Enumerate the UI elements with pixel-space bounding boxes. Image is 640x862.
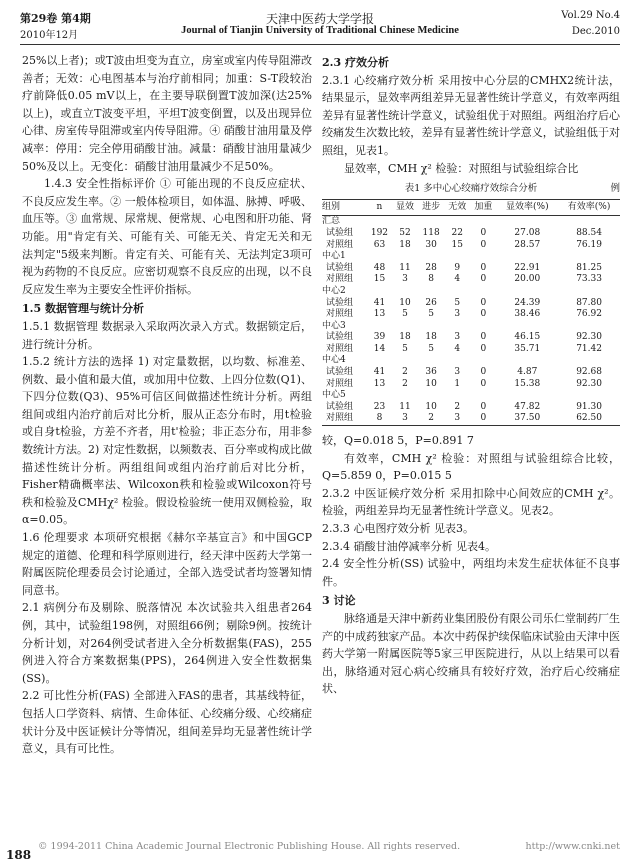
paragraph-comparability: 2.2 可比性分析(FAS) 全部进入FAS的患者，其基线特征，包括人口学资料、病情、生命体征、心绞痛分级、心绞痛症状计分及中医证候计分等情况，组间差异均无显著性统计学意义，具有可比性。 xyxy=(22,689,312,756)
paragraph-safety-analysis: 2.4 安全性分析(SS) 试验中，两组均未发生症状体征不良事件。 xyxy=(322,557,620,588)
table-cell: 36 xyxy=(425,367,437,378)
table-row xyxy=(322,367,620,379)
table-cell: 63 xyxy=(373,239,386,250)
table-cell: 4 xyxy=(454,343,461,354)
table-cell: 62.50 xyxy=(558,413,620,425)
table-cell: 18 xyxy=(425,332,437,343)
journal-title-en: Journal of Tianjin University of Traditional Chinese Medicine xyxy=(181,25,459,36)
table-cell: 5 xyxy=(428,343,434,354)
table-cell: 5 xyxy=(402,343,408,354)
table-cell: 0 xyxy=(480,239,487,250)
table-row xyxy=(322,309,620,321)
table-row xyxy=(322,274,620,286)
table-cell: 4.87 xyxy=(517,367,538,378)
table-cell: 2 xyxy=(454,401,461,412)
table-cell: 3 xyxy=(454,309,461,320)
table-cell: 47.82 xyxy=(514,401,541,412)
journal-title-cn: 天津中医药大学学报 xyxy=(265,12,374,26)
table-group-label: 中心3 xyxy=(322,320,346,331)
table-cell: 76.19 xyxy=(576,239,602,250)
paragraph-tcm-efficacy: 2.3.2 中医证候疗效分析 采用扣除中心间效应的CMH χ²。检验，两组差异均无显著性统计学意义。见表2。 xyxy=(322,486,620,518)
table-cell: 35.71 xyxy=(514,343,541,354)
table-group-label: 中心4 xyxy=(322,355,346,366)
table-header-cell: 加重 xyxy=(470,199,496,216)
right-column xyxy=(322,52,620,698)
table-cell: 5 xyxy=(402,309,408,320)
paragraph-ethics: 1.6 伦理要求 本项研究根据《赫尔辛基宣言》和中国GCP规定的道德、伦理和科学原则进行，经天津中医药大学第一附属医院伦理委员会讨论通过，全部入选受试者均签署知情同意书。 xyxy=(22,531,312,597)
table-cell: 22 xyxy=(451,227,463,238)
paragraph-criteria: 25%以上者)；或T波由坦变为直立，房室或室内传导阻滞改善者；无效：心电图基本与治疗前相同；加重：S-T段较治疗前降低0.05 mV以上，在主要导联倒置T波加深(达25%以上)，或直立T波变平坦，平坦T波变倒置，以及出现异位心律、房室传导阻滞或室内传导阻滞。④ 硝酸甘油用量及停减率：停用：完全停用硝酸甘油。减量：硝酸甘油用量减少50%及以上。无变化：硝酸甘油用量减少不足50%。 xyxy=(22,54,312,173)
table-cell: 对照组 xyxy=(326,239,354,250)
paragraph-ecg: 2.3.3 心电图疗效分析 见表3。 xyxy=(322,522,474,535)
table-group-label: 中心5 xyxy=(322,390,346,401)
table-cell: 9 xyxy=(454,262,461,273)
table-cell: 0 xyxy=(480,262,487,273)
table-cell: 38.46 xyxy=(514,309,541,320)
table-cell: 15 xyxy=(373,274,386,285)
table-group-row xyxy=(322,321,620,333)
table-cell: 71.42 xyxy=(576,343,602,354)
table-row xyxy=(322,298,620,310)
date-cn: 2010年12月 xyxy=(20,30,79,41)
table-group-row xyxy=(322,216,620,228)
table-header-cell: n xyxy=(367,199,392,216)
page-header xyxy=(20,8,620,44)
table-header-cell: 有效率(%) xyxy=(558,199,620,216)
header-rule xyxy=(20,44,620,45)
table-cell: 0 xyxy=(480,227,487,238)
table-cell: 20.00 xyxy=(514,274,541,285)
table-cell: 91.30 xyxy=(576,401,602,412)
table-cell: 48 xyxy=(373,262,386,273)
table-cell: 8 xyxy=(367,413,392,425)
table-cell: 试验组 xyxy=(326,367,354,378)
table-cell: 2 xyxy=(418,413,444,425)
table-cell: 试验组 xyxy=(326,227,354,238)
paragraph-data-mgmt: 1.5.1 数据管理 数据录入采取两次录入方式。数据锁定后，进行统计分析。 xyxy=(22,319,312,351)
table-cell: 52 xyxy=(399,227,411,238)
table-cell: 24.39 xyxy=(514,297,541,308)
table-group-row xyxy=(322,286,620,298)
table-cell: 15 xyxy=(451,239,463,250)
table-cell: 46.15 xyxy=(514,332,541,343)
table-cell: 对照组 xyxy=(326,274,354,285)
table-title-text: 表1 多中心心绞痛疗效综合分析 xyxy=(404,183,538,195)
table-cell: 13 xyxy=(373,378,386,389)
table-header-cell: 显效率(%) xyxy=(496,199,558,216)
table-cell: 192 xyxy=(370,227,389,238)
table-header-cell: 进步 xyxy=(418,199,444,216)
table-cell: 118 xyxy=(422,227,440,238)
table-group-row xyxy=(322,355,620,367)
volume-issue-cn: 第29卷 第4期 xyxy=(20,12,91,25)
table-row xyxy=(322,240,620,252)
table-cell: 73.33 xyxy=(576,274,602,285)
table-cell: 92.30 xyxy=(576,378,602,389)
table-header-cell: 显效 xyxy=(392,199,418,216)
table-title xyxy=(322,180,620,198)
table-row xyxy=(322,263,620,275)
table-cell: 92.30 xyxy=(576,332,602,343)
table-cell: 试验组 xyxy=(326,297,354,308)
footer-url[interactable]: http://www.cnki.net xyxy=(525,841,620,852)
table-cell: 87.80 xyxy=(576,297,602,308)
table-cell: 23 xyxy=(373,401,386,412)
table-cell: 18 xyxy=(399,239,411,250)
table-group-label: 汇总 xyxy=(322,216,341,227)
table-cell: 41 xyxy=(373,367,386,378)
table-cell: 26 xyxy=(425,297,437,308)
table-cell: 8 xyxy=(428,274,434,285)
table-cell: 14 xyxy=(373,343,386,354)
date-en: Dec.2010 xyxy=(571,26,620,37)
table-cell: 1 xyxy=(454,378,461,389)
table-row xyxy=(322,344,620,356)
table-cell: 22.91 xyxy=(514,262,541,273)
table-cell: 30 xyxy=(425,239,437,250)
table-cell: 88.54 xyxy=(576,227,602,238)
table-row xyxy=(322,379,620,391)
table-cell: 试验组 xyxy=(326,401,354,412)
table-row xyxy=(322,228,620,240)
table-cell: 2 xyxy=(402,378,408,389)
paragraph-stat-methods: 1.5.2 统计方法的选择 1) 对定量数据，以均数、标准差、例数、最小值和最大值，或加用中位数、上四分位数(Q1)、下四分位数(Q3)、95%可信区间做描述性统计分析。两组组间或组内治疗前后对比分析，服从正态分布时，用t检验或自身t检验，方差不齐者，用t'检验；非正态分布，用非参数统计方法。2) 对定性数据，以频数表、百分率或构成比做描述性统计分析。两组组间或组内治疗前后对比分析，Fisher精确概率法、Wilcoxon秩和检验或Wilcoxon符号秩和检验及CMHχ² 检验。假设检验统一使用双侧检验，取α=0.05。 xyxy=(22,355,312,527)
table-cell: 92.68 xyxy=(576,367,602,378)
table-cell: 0 xyxy=(480,378,487,389)
table-cell: 对照组 xyxy=(326,378,354,389)
table-cell: 对照组 xyxy=(326,309,354,320)
heading-2-3: 2.3 疗效分析 xyxy=(322,56,389,69)
paragraph-discussion: 脉络通是天津中新药业集团股份有限公司乐仁堂制药厂生产的中成药独家产品。本次中药保护续保临床试验由天津中医药大学第一附属医院等5家三甲医院进行，从以上结果可以看出，脉络通对冠心病心绞痛具有较好疗效，治疗后心绞痛症状、 xyxy=(322,611,620,696)
table-group-label: 中心2 xyxy=(322,285,346,296)
table-cell: 0 xyxy=(480,297,487,308)
table-cell: 28 xyxy=(425,262,437,273)
table-unit: 例 xyxy=(610,183,620,195)
heading-1-5: 1.5 数据管理与统计分析 xyxy=(22,302,144,316)
paragraph-q-result: 较，Q=0.018 5，P=0.891 7 xyxy=(322,434,474,448)
table-cell: 3 xyxy=(392,413,418,425)
paragraph-effective-rate: 有效率，CMH χ² 检验：对照组与试验组综合比较，Q=5.859 0，P=0.015 5 xyxy=(322,451,620,483)
table-row xyxy=(322,413,620,425)
table-cell: 18 xyxy=(399,332,411,343)
table-group-row xyxy=(322,251,620,263)
table-cell: 10 xyxy=(399,297,411,308)
table-cell: 3 xyxy=(454,367,461,378)
table-cell: 0 xyxy=(480,309,487,320)
paragraph-safety: 1.4.3 安全性指标评价 ① 可能出现的不良反应症状、不良反应发生率。② 一般体检项目，如体温、脉搏、呼吸、血压等。③ 血常规、尿常规、便常规、心电图和肝功能、肾功能。用"肯定有关、可能有关、可能无关、肯定无关和无法判定"5级来判断。肯定有关、可能有关、无法判定3项可视为药物的不良反应。应密切观察不良反应的出现，以不良反应发生率为主要安全性评价指标。 xyxy=(22,177,312,296)
copyright-text: © 1994-2011 China Academic Journal Electronic Publishing House. All rights reserved. xyxy=(38,841,461,852)
table-cell: 0 xyxy=(480,332,487,343)
table-cell: 10 xyxy=(425,378,437,389)
table-row xyxy=(322,332,620,344)
paragraph-cmh-intro: 显效率，CMH χ² 检验：对照组与试验组综合比 xyxy=(344,161,579,175)
table-group-label: 中心1 xyxy=(322,251,346,262)
table-cell: 37.50 xyxy=(496,413,558,425)
paragraph-nitroglycerin: 2.3.4 硝酸甘油停减率分析 见表4。 xyxy=(322,539,496,553)
table-cell: 3 xyxy=(402,274,408,285)
table-cell: 28.57 xyxy=(514,239,541,250)
table-cell: 81.25 xyxy=(576,262,602,273)
table-cell: 4 xyxy=(454,274,461,285)
table-cell: 对照组 xyxy=(322,413,367,425)
table-cell: 5 xyxy=(428,309,434,320)
table-cell: 41 xyxy=(373,297,386,308)
table-cell: 对照组 xyxy=(326,343,354,354)
table-cell: 0 xyxy=(470,413,496,425)
table-cell: 10 xyxy=(425,401,437,412)
table-cell: 试验组 xyxy=(326,332,354,343)
table-cell: 0 xyxy=(480,274,487,285)
table-row xyxy=(322,402,620,414)
table-cell: 11 xyxy=(399,401,411,412)
paragraph-angina-efficacy: 2.3.1 心绞痛疗效分析 采用按中心分层的CMHX2统计法，结果显示，显效率两组差异无显著性统计学意义，有效率两组差异有显著性统计学意义，试验组优于对照组。两组治疗后心绞痛发生次数比较，差异有显著性统计学意义，试验组低于对照组，见表1。 xyxy=(322,73,620,157)
table-cell: 0 xyxy=(480,401,487,412)
heading-discussion: 3 讨论 xyxy=(322,594,356,608)
page-number: 188 xyxy=(6,848,32,862)
paragraph-cases: 2.1 病例分布及剔除、脱落情况 本次试验共入组患者264例，其中，试验组198例，对照组66例；剔除9例。按统计分析计划，对264例受试者进入全分析数据集(FAS)，255例进入符合方案数据集(PPS)，264例进入安全性数据集(SS)。 xyxy=(22,601,312,685)
table-header-row xyxy=(322,199,620,216)
table-group-row xyxy=(322,390,620,402)
table-header-cell: 组别 xyxy=(322,199,367,216)
table-cell: 2 xyxy=(402,367,408,378)
table-cell: 39 xyxy=(373,332,386,343)
volume-issue-en: Vol.29 No.4 xyxy=(561,10,620,21)
efficacy-table xyxy=(322,199,620,426)
table-cell: 13 xyxy=(373,309,386,320)
table-cell: 3 xyxy=(454,332,461,343)
table-header-cell: 无效 xyxy=(444,199,470,216)
table-cell: 15.38 xyxy=(514,378,541,389)
table-cell: 5 xyxy=(454,297,461,308)
table-cell: 27.08 xyxy=(514,227,541,238)
table-cell: 0 xyxy=(480,367,487,378)
table-cell: 3 xyxy=(444,413,470,425)
table-cell: 0 xyxy=(480,343,487,354)
table-cell: 11 xyxy=(399,262,411,273)
table-cell: 76.92 xyxy=(576,309,602,320)
table-cell: 试验组 xyxy=(326,262,354,273)
left-column xyxy=(22,52,312,758)
